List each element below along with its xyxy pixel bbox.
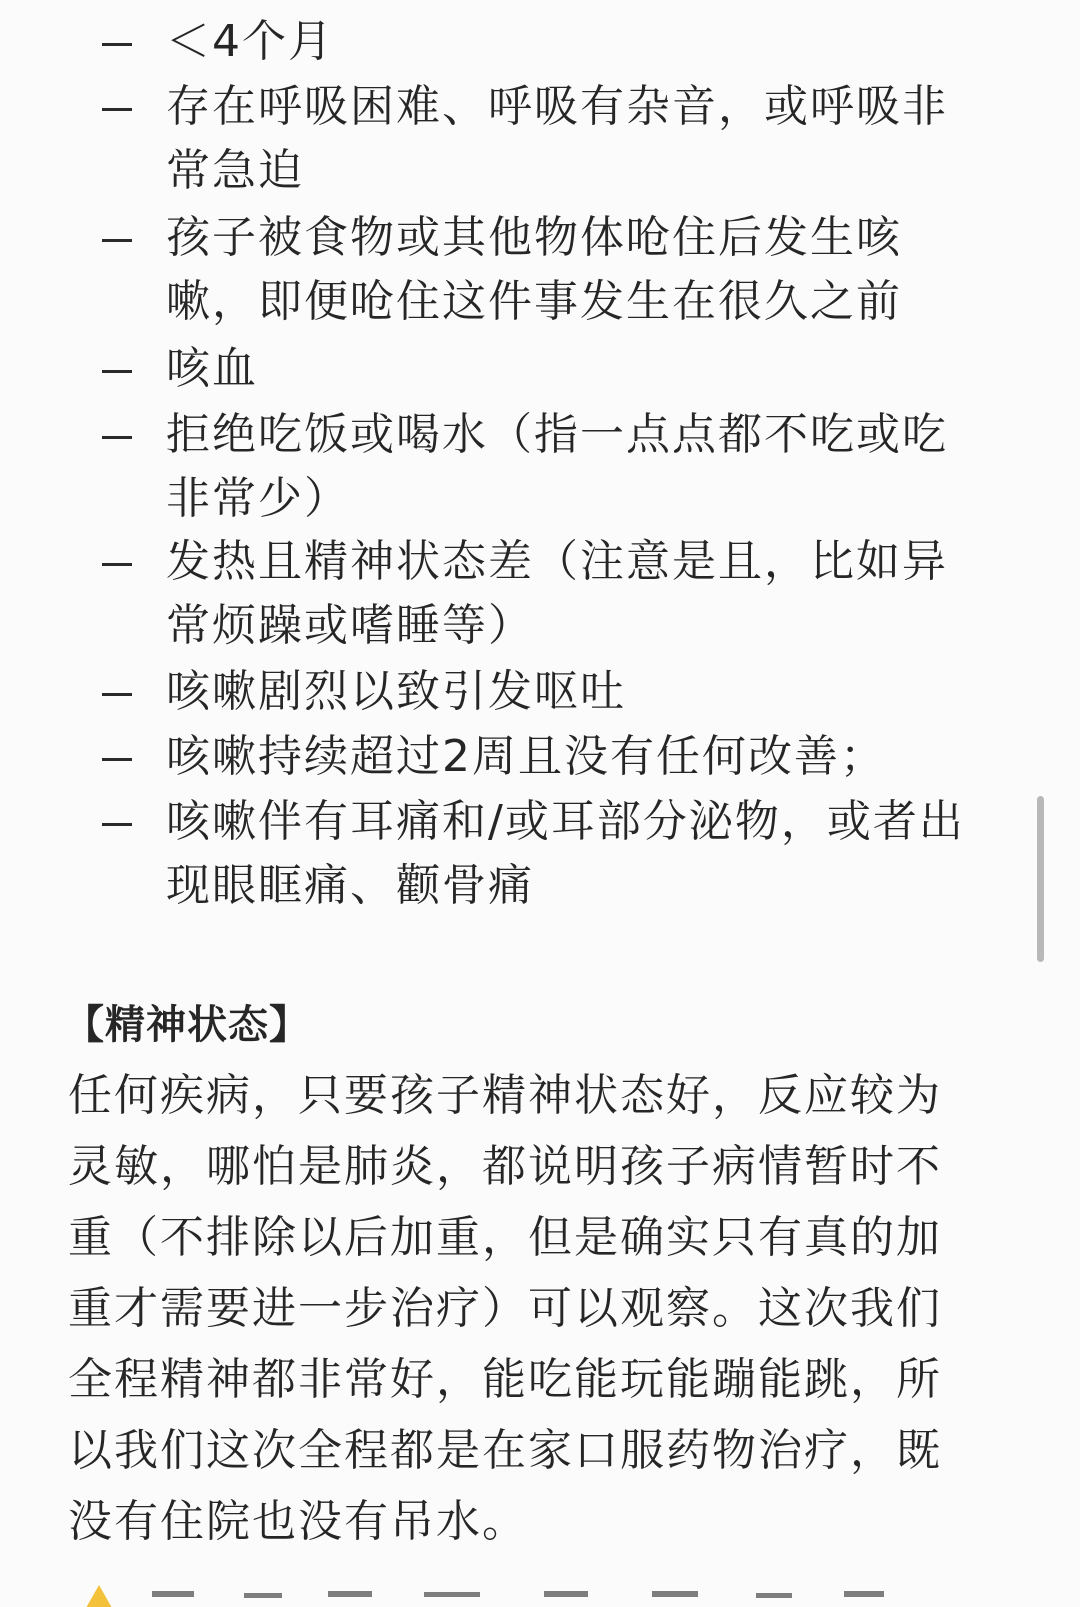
- list-item-text: 咳嗽伴有耳痛和/或耳部分泌物，或者出现眼眶痛、颧骨痛: [166, 796, 965, 911]
- section-body: 任何疾病，只要孩子精神状态好，反应较为灵敏，哪怕是肺炎，都说明孩子病情暂时不重（不排除以后加重，但是确实只有真的加重才需要进一步治疗）可以观察。这次我们全程精神都非常好，能吃能玩能蹦能跳，所以我们这次全程都是在家口服药物治疗，既没有住院也没有吊水。: [68, 1070, 942, 1547]
- section-heading: 【精神状态】: [64, 1002, 310, 1048]
- list-item-text: 孩子被食物或其他物体呛住后发生咳嗽，即便呛住这件事发生在很久之前: [166, 212, 902, 327]
- dash-marker: [102, 436, 132, 439]
- dash-marker: [102, 693, 132, 696]
- dash-marker: [102, 108, 132, 111]
- dash-marker: [102, 758, 132, 761]
- dash-marker: [102, 239, 132, 242]
- list-item-text: 咳嗽剧烈以致引发呕吐: [166, 666, 626, 717]
- list-item-text: 咳血: [166, 343, 258, 394]
- list-item-text: 发热且精神状态差（注意是且，比如异常烦躁或嗜睡等）: [166, 536, 948, 651]
- dash-marker: [102, 43, 132, 46]
- list-item-text: 存在呼吸困难、呼吸有杂音，或呼吸非常急迫: [166, 81, 948, 196]
- warning-icon: [82, 1585, 116, 1607]
- list-item-text: 拒绝吃饭或喝水（指一点点都不吃或吃非常少）: [166, 409, 948, 524]
- dash-marker: [102, 370, 132, 373]
- cutoff-next-line: [82, 1585, 942, 1607]
- vertical-scrollbar[interactable]: [1037, 796, 1044, 962]
- dash-marker: [102, 823, 132, 826]
- dash-marker: [102, 563, 132, 566]
- partial-text-line: [152, 1591, 942, 1605]
- list-item-text: 咳嗽持续超过2周且没有任何改善；: [166, 731, 886, 782]
- list-item-text: ＜4个月: [166, 16, 334, 67]
